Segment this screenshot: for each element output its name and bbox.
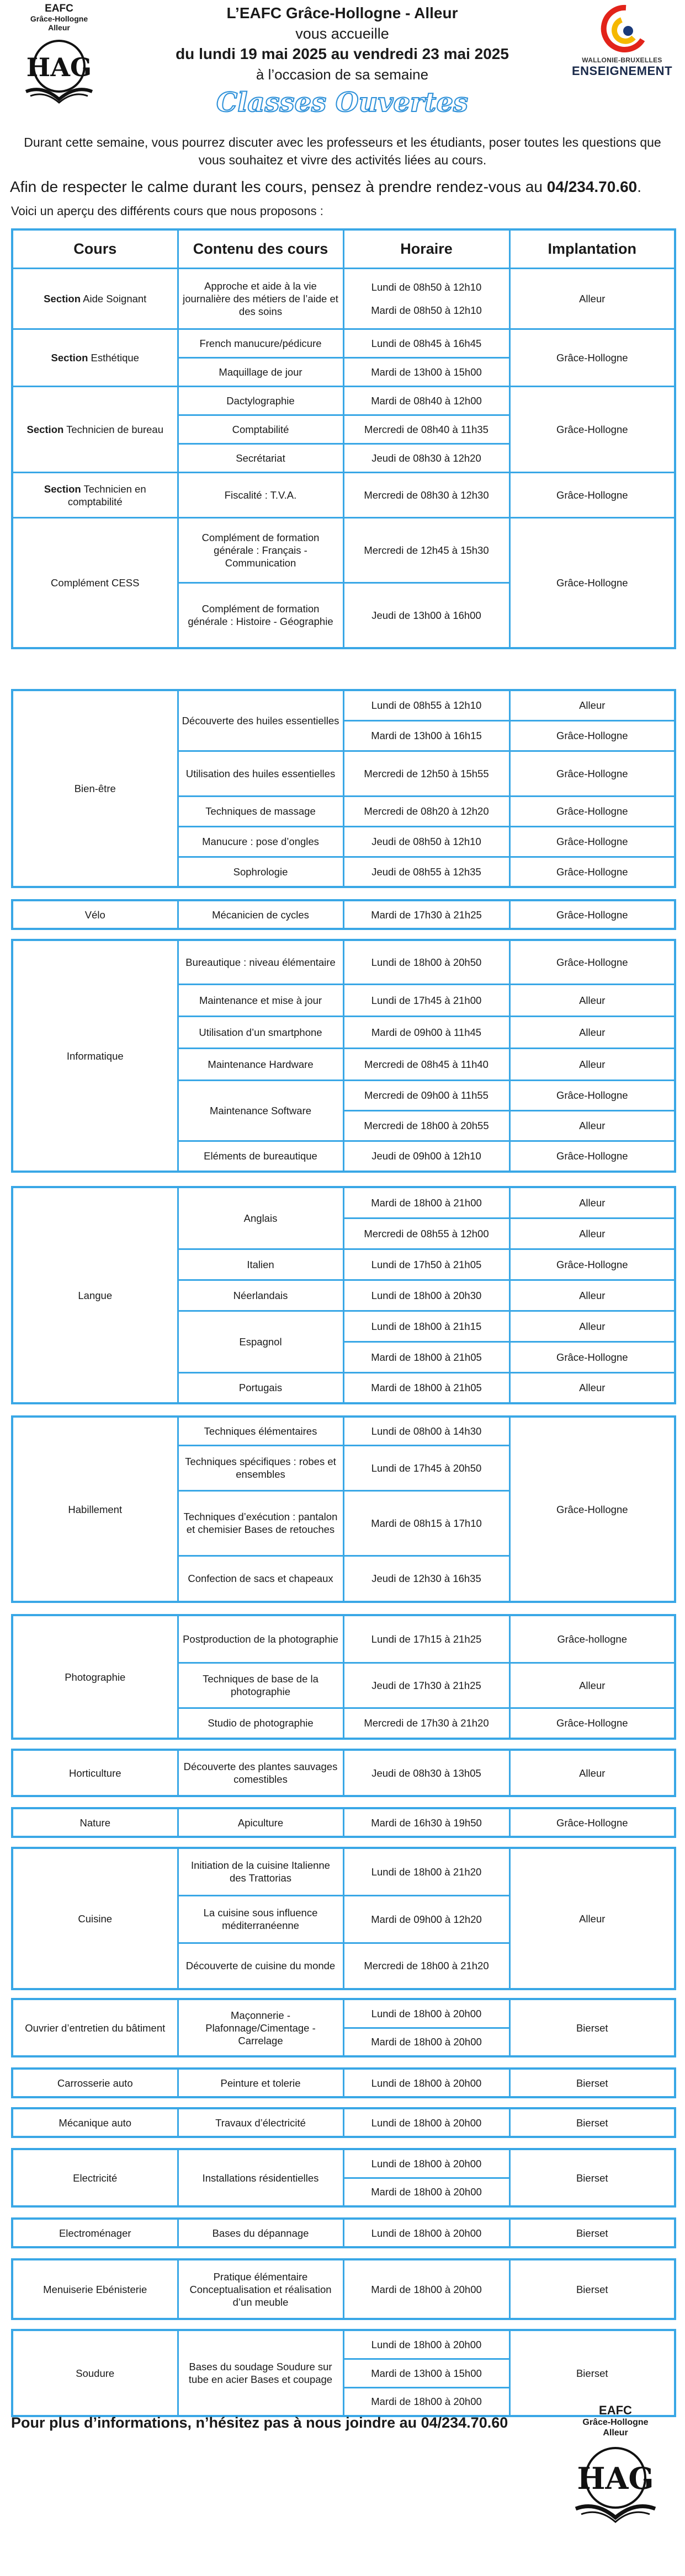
- course-content: Découverte des plantes sauvages comestibles: [178, 1750, 343, 1796]
- course-content: Apiculture: [178, 1808, 343, 1837]
- schedule: Mercredi de 12h50 à 15h55: [343, 751, 509, 796]
- overview-text: Voici un aperçu des différents cours que nous proposons :: [11, 204, 323, 218]
- schedule: Mercredi de 08h40 à 11h35: [343, 415, 509, 444]
- phone-number[interactable]: 04/234.70.60: [546, 178, 638, 195]
- event-name: Classes Ouvertes: [216, 87, 469, 118]
- schedule: Mercredi de 18h00 à 21h20: [343, 1943, 509, 1989]
- schedule: Mardi de 18h00 à 20h00: [343, 2178, 509, 2206]
- table-row: [12, 473, 675, 518]
- course-content: Découverte de cuisine du monde: [178, 1943, 343, 1989]
- appointment-end: .: [637, 178, 642, 195]
- location: Bierset: [509, 2330, 675, 2416]
- table-row: [12, 690, 675, 720]
- location: Alleur: [509, 984, 675, 1016]
- course-content: Techniques spécifiques : robes et ensembles: [178, 1445, 343, 1490]
- header-cours: Cours: [12, 229, 178, 269]
- location: Alleur: [509, 269, 675, 329]
- location: Bierset: [509, 2149, 675, 2206]
- course-name: Cuisine: [12, 1848, 178, 1989]
- section-rest: Technicien en comptabilité: [67, 483, 146, 507]
- location: Grâce-Hollogne: [509, 940, 675, 984]
- course-content: Eléments de bureautique: [178, 1141, 343, 1172]
- logo-line2: Grâce-Hollogne: [582, 2418, 649, 2427]
- schedule: Mardi de 16h30 à 19h50: [343, 1808, 509, 1837]
- location: Alleur: [509, 1016, 675, 1048]
- electromenager-table: [11, 2217, 676, 2248]
- section-label: Section: [44, 293, 81, 304]
- course-name: Langue: [12, 1187, 178, 1403]
- location: Alleur: [509, 1187, 675, 1218]
- course-content: Pratique élémentaire Conceptualisation et réalisation d’un meuble: [178, 2259, 343, 2319]
- course-content: La cuisine sous influence méditerranéenne: [178, 1895, 343, 1943]
- course-content: Travaux d’électricité: [178, 2108, 343, 2137]
- section-label: Section: [44, 483, 81, 495]
- schedule: Mardi de 13h00 à 15h00: [343, 2359, 509, 2387]
- schedule: Jeudi de 09h00 à 12h10: [343, 1141, 509, 1172]
- location: Bierset: [509, 2069, 675, 2097]
- event-dates: du lundi 19 mai 2025 au vendredi 23 mai 2025: [176, 45, 509, 62]
- course-content: Utilisation des huiles essentielles: [178, 751, 343, 796]
- course-content: Approche et aide à la vie journalière des métiers de l’aide et des soins: [178, 269, 343, 329]
- schedule: Jeudi de 08h30 à 13h05: [343, 1750, 509, 1796]
- course-content: Complément de formation générale : Français - Communication: [178, 518, 343, 583]
- schedule: Mercredi de 09h00 à 11h55: [343, 1080, 509, 1110]
- schedule: Mardi de 18h00 à 21h00: [343, 1187, 509, 1218]
- table-row: [12, 900, 675, 929]
- page-title: L’EAFC Grâce-Hollogne - Alleur: [226, 4, 458, 22]
- location: Grâce-Hollogne: [509, 473, 675, 518]
- photographie-table: [11, 1614, 676, 1740]
- menuiserie-table: [11, 2258, 676, 2320]
- course-name: [12, 269, 178, 329]
- wbe-line2: ENSEIGNEMENT: [571, 64, 673, 78]
- schedule: Jeudi de 12h30 à 16h35: [343, 1556, 509, 1602]
- course-name: Mécanique auto: [12, 2108, 178, 2137]
- location: Alleur: [509, 1663, 675, 1708]
- schedule: Mardi de 18h00 à 20h00: [343, 2028, 509, 2056]
- course-content: Italien: [178, 1249, 343, 1280]
- course-name: Photographie: [12, 1615, 178, 1739]
- schedule: Lundi de 17h45 à 21h00: [343, 984, 509, 1016]
- location: Grâce-Hollogne: [509, 1708, 675, 1739]
- informatique-table: [11, 939, 676, 1173]
- course-content: Anglais: [178, 1187, 343, 1249]
- location: Grâce-Hollogne: [509, 720, 675, 751]
- schedule: Lundi de 18h00 à 20h50: [343, 940, 509, 984]
- schedule: Mardi de 17h30 à 21h25: [343, 900, 509, 929]
- location: Alleur: [509, 1110, 675, 1141]
- schedule: Lundi de 18h00 à 20h00: [343, 2149, 509, 2178]
- course-content: Techniques de base de la photographie: [178, 1663, 343, 1708]
- course-content: Secrétariat: [178, 444, 343, 473]
- table-row: [12, 2330, 675, 2359]
- course-content: Peinture et tolerie: [178, 2069, 343, 2097]
- wbe-emblem-icon: [597, 3, 647, 56]
- course-content: Néerlandais: [178, 1280, 343, 1311]
- table-row: [12, 940, 675, 984]
- section-rest: Esthétique: [88, 352, 139, 364]
- location: Grâce-hollogne: [509, 1615, 675, 1663]
- table-row: [12, 1615, 675, 1663]
- svg-text:HAG: HAG: [577, 2461, 654, 2496]
- schedule: Mercredi de 08h30 à 12h30: [343, 473, 509, 518]
- course-content: Fiscalité : T.V.A.: [178, 473, 343, 518]
- course-content: Manucure : pose d’ongles: [178, 826, 343, 857]
- location: Grâce-Hollogne: [509, 387, 675, 473]
- location: Grâce-Hollogne: [509, 1249, 675, 1280]
- course-content: Maintenance Hardware: [178, 1048, 343, 1080]
- course-content: Utilisation d’un smartphone: [178, 1016, 343, 1048]
- logo-line3: Alleur: [603, 2428, 628, 2438]
- section-rest: Technicien de bureau: [63, 424, 163, 435]
- course-name: Nature: [12, 1808, 178, 1837]
- schedule: Mercredi de 08h55 à 12h00: [343, 1218, 509, 1249]
- course-name: [12, 329, 178, 387]
- location: Alleur: [509, 1372, 675, 1403]
- table-row: [12, 2149, 675, 2178]
- course-content: Complément de formation générale : Histoire - Géographie: [178, 583, 343, 648]
- header-contenu: Contenu des cours: [178, 229, 343, 269]
- location: Bierset: [509, 2259, 675, 2319]
- logo-line3: Alleur: [48, 23, 70, 32]
- course-name: Electroménager: [12, 2219, 178, 2247]
- schedule: Jeudi de 08h55 à 12h35: [343, 857, 509, 887]
- course-content: Studio de photographie: [178, 1708, 343, 1739]
- course-content: Comptabilité: [178, 415, 343, 444]
- course-content: Maintenance et mise à jour: [178, 984, 343, 1016]
- course-content: Bureautique : niveau élémentaire: [178, 940, 343, 984]
- course-content: Mécanicien de cycles: [178, 900, 343, 929]
- section-rest: Aide Soignant: [81, 293, 147, 304]
- schedule: Jeudi de 08h30 à 12h20: [343, 444, 509, 473]
- table-row: [12, 1417, 675, 1445]
- location: Grâce-Hollogne: [509, 1080, 675, 1110]
- course-content: Portugais: [178, 1372, 343, 1403]
- schedule: Mardi de 09h00 à 12h20: [343, 1895, 509, 1943]
- schedule: Lundi de 18h00 à 20h30: [343, 1280, 509, 1311]
- table-row: [12, 518, 675, 583]
- sections-table: [11, 228, 676, 649]
- schedule: Mardi de 13h00 à 16h15: [343, 720, 509, 751]
- course-content: Installations résidentielles: [178, 2149, 343, 2206]
- cuisine-table: [11, 1847, 676, 1990]
- appointment-notice: [10, 177, 678, 197]
- location: Alleur: [509, 1218, 675, 1249]
- location: Grâce-Hollogne: [509, 1808, 675, 1837]
- location: Grâce-Hollogne: [509, 1141, 675, 1172]
- location: Alleur: [509, 1048, 675, 1080]
- table-row: [12, 1808, 675, 1837]
- schedule: Lundi de 17h50 à 21h05: [343, 1249, 509, 1280]
- habillement-table: [11, 1415, 676, 1603]
- langue-table: [11, 1186, 676, 1404]
- table-row: [12, 2219, 675, 2247]
- course-content: Maintenance Software: [178, 1080, 343, 1141]
- course-content: Bases du dépannage: [178, 2219, 343, 2247]
- table-header-row: [12, 229, 675, 269]
- carrosserie-table: [11, 2067, 676, 2098]
- mecanique-table: [11, 2107, 676, 2138]
- table-row: [12, 2259, 675, 2319]
- location: Grâce-Hollogne: [509, 826, 675, 857]
- schedule: Jeudi de 08h50 à 12h10: [343, 826, 509, 857]
- schedule: Lundi de 18h00 à 20h00: [343, 1999, 509, 2028]
- course-content: Bases du soudage Soudure sur tube en acier Bases et coupage: [178, 2330, 343, 2416]
- horticulture-table: [11, 1749, 676, 1797]
- schedule: Mercredi de 08h20 à 12h20: [343, 796, 509, 826]
- schedule: Jeudi de 13h00 à 16h00: [343, 583, 509, 648]
- course-name: Complément CESS: [12, 518, 178, 648]
- location: Bierset: [509, 1999, 675, 2056]
- schedule: Lundi de 08h00 à 14h30: [343, 1417, 509, 1445]
- occasion-text: à l’occasion de sa semaine: [256, 66, 429, 83]
- course-content: Sophrologie: [178, 857, 343, 887]
- course-content: Initiation de la cuisine Italienne des Trattorias: [178, 1848, 343, 1895]
- table-row: [12, 2069, 675, 2097]
- schedule: Mercredi de 12h45 à 15h30: [343, 518, 509, 583]
- table-row: [12, 269, 675, 299]
- course-name: Menuiserie Ebénisterie: [12, 2259, 178, 2319]
- schedule: Lundi de 08h55 à 12h10: [343, 690, 509, 720]
- location: Grâce-Hollogne: [509, 751, 675, 796]
- table-row: [12, 329, 675, 358]
- schedule: Lundi de 17h15 à 21h25: [343, 1615, 509, 1663]
- schedule: Mardi de 18h00 à 20h00: [343, 2387, 509, 2416]
- table-row: [12, 1187, 675, 1218]
- welcome-text: vous accueille: [295, 25, 389, 42]
- wbe-line1: WALLONIE-BRUXELLES: [582, 56, 662, 64]
- course-content: Dactylographie: [178, 387, 343, 415]
- course-name: [12, 387, 178, 473]
- logo-line2: Grâce-Hollogne: [30, 14, 88, 23]
- location: Grâce-Hollogne: [509, 900, 675, 929]
- location: Grâce-Hollogne: [509, 329, 675, 387]
- location: Alleur: [509, 1848, 675, 1989]
- schedule: Lundi de 18h00 à 20h00: [343, 2219, 509, 2247]
- schedule: Mardi de 13h00 à 15h00: [343, 358, 509, 387]
- table-row: [12, 1848, 675, 1895]
- logo-line1: EAFC: [45, 3, 73, 14]
- course-name: Bien-être: [12, 690, 178, 887]
- schedule: Mardi de 18h00 à 21h05: [343, 1342, 509, 1372]
- schedule: Mercredi de 18h00 à 20h55: [343, 1110, 509, 1141]
- course-name: Ouvrier d’entretien du bâtiment: [12, 1999, 178, 2056]
- location: Alleur: [509, 1280, 675, 1311]
- course-name: Vélo: [12, 900, 178, 929]
- course-content: Postproduction de la photographie: [178, 1615, 343, 1663]
- schedule: Jeudi de 17h30 à 21h25: [343, 1663, 509, 1708]
- header-horaire: Horaire: [343, 229, 509, 269]
- schedule: Lundi de 08h50 à 12h10: [343, 269, 509, 299]
- schedule: Mardi de 08h50 à 12h10: [343, 299, 509, 329]
- table-row: [12, 2108, 675, 2137]
- course-name: Habillement: [12, 1417, 178, 1602]
- schedule: Lundi de 17h45 à 20h50: [343, 1445, 509, 1490]
- course-name: Carrosserie auto: [12, 2069, 178, 2097]
- location: Alleur: [509, 1750, 675, 1796]
- header: [0, 0, 685, 138]
- course-name: Horticulture: [12, 1750, 178, 1796]
- course-content: Découverte des huiles essentielles: [178, 690, 343, 751]
- location: Grâce-Hollogne: [509, 796, 675, 826]
- schedule: Lundi de 08h45 à 16h45: [343, 329, 509, 358]
- location: Grâce-Hollogne: [509, 518, 675, 648]
- schedule: Lundi de 18h00 à 20h00: [343, 2108, 509, 2137]
- section-label: Section: [51, 352, 88, 364]
- location: Bierset: [509, 2108, 675, 2137]
- location: Alleur: [509, 690, 675, 720]
- course-content: Techniques de massage: [178, 796, 343, 826]
- table-row: [12, 1750, 675, 1796]
- course-content: Techniques d’exécution : pantalon et chemisier Bases de retouches: [178, 1490, 343, 1556]
- nature-table: [11, 1807, 676, 1838]
- schedule: Mercredi de 17h30 à 21h20: [343, 1708, 509, 1739]
- location: Grâce-Hollogne: [509, 1342, 675, 1372]
- location: Grâce-Hollogne: [509, 857, 675, 887]
- table-row: [12, 387, 675, 415]
- course-content: Maquillage de jour: [178, 358, 343, 387]
- footer-contact-text: Pour plus d’informations, n’hésitez pas à nous joindre au 04/234.70.60: [11, 2414, 508, 2431]
- header-implantation: Implantation: [509, 229, 675, 269]
- course-name: [12, 473, 178, 518]
- schedule: Mardi de 18h00 à 20h00: [343, 2259, 509, 2319]
- location: Alleur: [509, 1311, 675, 1342]
- velo-table: [11, 899, 676, 930]
- schedule: Mardi de 08h40 à 12h00: [343, 387, 509, 415]
- eafc-logo: [12, 3, 106, 108]
- course-name: Electricité: [12, 2149, 178, 2206]
- location: Bierset: [509, 2219, 675, 2247]
- electricite-table: [11, 2148, 676, 2208]
- course-name: Soudure: [12, 2330, 178, 2416]
- ouvrier-table: [11, 1998, 676, 2057]
- bien-etre-table: [11, 689, 676, 888]
- logo-line1: EAFC: [599, 2403, 632, 2417]
- course-content: Techniques élémentaires: [178, 1417, 343, 1445]
- schedule: Mardi de 18h00 à 21h05: [343, 1372, 509, 1403]
- eafc-logo-bottom: [566, 2404, 665, 2569]
- schedule: Lundi de 18h00 à 20h00: [343, 2069, 509, 2097]
- location: Grâce-Hollogne: [509, 1417, 675, 1602]
- svg-text:HAG: HAG: [26, 52, 92, 82]
- appointment-text: Afin de respecter le calme durant les cours, pensez à prendre rendez-vous au: [10, 178, 547, 195]
- course-content: Espagnol: [178, 1311, 343, 1372]
- course-content: Confection de sacs et chapeaux: [178, 1556, 343, 1602]
- section-label: Section: [26, 424, 64, 435]
- schedule: Lundi de 18h00 à 21h20: [343, 1848, 509, 1895]
- table-row: [12, 1999, 675, 2028]
- intro-text: Durant cette semaine, vous pourrez discuter avec les professeurs et les étudiants, poser toutes les questions que vous souhaitez et vivre des activités liées au cours.: [24, 135, 661, 167]
- schedule: Mardi de 08h15 à 17h10: [343, 1490, 509, 1556]
- schedule: Lundi de 18h00 à 21h15: [343, 1311, 509, 1342]
- course-content: Maçonnerie - Plafonnage/Cimentage - Carrelage: [178, 1999, 343, 2056]
- wallonie-bruxelles-logo: [567, 3, 677, 92]
- course-content: French manucure/pédicure: [178, 329, 343, 358]
- schedule: Mercredi de 08h45 à 11h40: [343, 1048, 509, 1080]
- course-name: Informatique: [12, 940, 178, 1172]
- hag-monogram-icon: [20, 34, 98, 105]
- hag-monogram-icon: [571, 2441, 660, 2524]
- schedule: Mardi de 09h00 à 11h45: [343, 1016, 509, 1048]
- schedule: Lundi de 18h00 à 20h00: [343, 2330, 509, 2359]
